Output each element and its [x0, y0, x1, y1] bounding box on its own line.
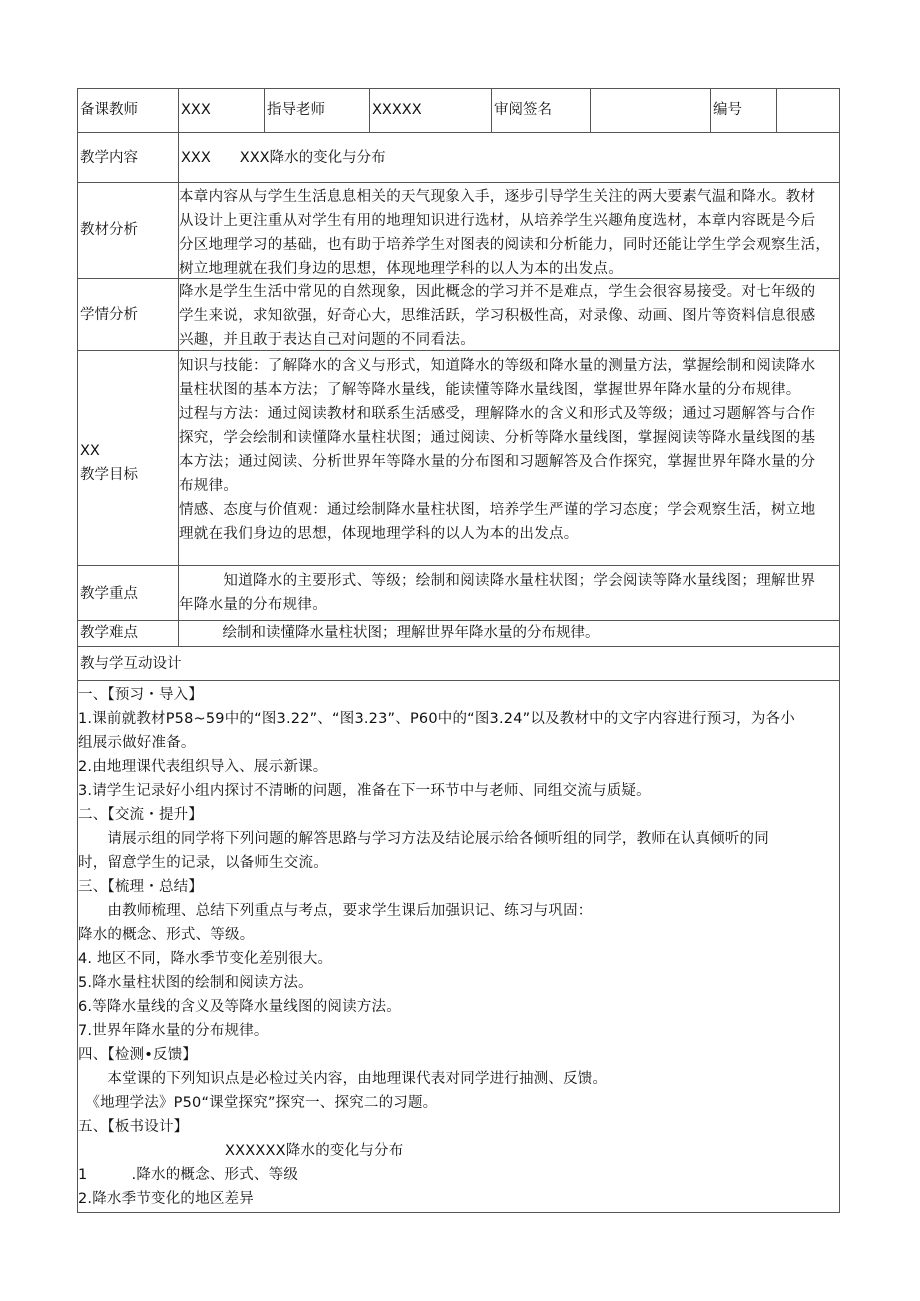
text-line: 降水的概念、形式、等级。 [78, 927, 255, 943]
number-cell [776, 88, 840, 133]
goals-label: 教学目标 [80, 467, 138, 483]
text-line: 《地理学法》P50“课堂探究”探究一、探究二的习题。 [78, 1095, 438, 1111]
teacher-label-cell [77, 88, 179, 133]
text-line: 兴趣，并且敢于表达自己对问题的不同看法。 [179, 332, 475, 348]
goals-label-prefix: XX [80, 443, 100, 459]
goals-label-cell [77, 350, 179, 566]
key-text [179, 569, 815, 617]
number-label: 编号 [713, 102, 742, 118]
text-line: 从设计上更注重从对学生有用的地理知识进行选材，从培养学生兴趣角度选材，本章内容既是今后 [179, 213, 816, 229]
goals-text [179, 354, 815, 546]
review-label: 审阅签名 [494, 102, 552, 118]
number-label-cell [710, 88, 777, 133]
difficulty-label-cell [77, 620, 179, 647]
text-line: 5.降水量柱状图的绘制和阅读方法。 [78, 975, 313, 991]
text-line: 情感、态度与价值观：通过绘制降水量柱状图，培养学生严谨的学习态度；学会观察生活，树立地 [179, 502, 816, 518]
difficulty-cell [178, 620, 840, 647]
text-line: 量柱状图的基本方法；了解等降水量线，能读懂等降水量线图，掌握世界年降水量的分布规律。 [179, 382, 801, 398]
design-cell [77, 680, 840, 1213]
text-line: 知识与技能：了解降水的含义与形式，知道降水的等级和降水量的测量方法，掌握绘制和阅读降水 [179, 358, 816, 374]
text-line: 由教师梳理、总结下列重点与考点，要求学生课后加强识记、练习与巩固： [78, 903, 593, 919]
difficulty-label: 教学难点 [80, 625, 138, 641]
text-line: 6.等降水量线的含义及等降水量线图的阅读方法。 [78, 999, 401, 1015]
text-line: 2.由地理课代表组织导入、展示新课。 [78, 759, 328, 775]
design-title: 教与学互动设计 [80, 656, 182, 672]
text-line: 本章内容从与学生生活息息相关的天气现象入手，逐步引导学生关注的两大要素气温和降水。教材 [179, 189, 816, 205]
text-line: XXXXXX降水的变化与分布 [78, 1143, 404, 1159]
advisor-label: 指导老师 [267, 102, 325, 118]
content-label: 教学内容 [80, 150, 138, 166]
text-line: 探究，学会绘制和读懂降水量柱状图；通过阅读、分析等降水量线图，掌握阅读等降水量线图的基 [179, 430, 816, 446]
text-line: 年降水量的分布规律。 [179, 597, 327, 613]
text-line: 2.降水季节变化的地区差异 [78, 1191, 254, 1207]
text-line: 过程与方法：通过阅读教材和联系生活感受，理解降水的含义和形式及等级；通过习题解答与合作 [179, 406, 816, 422]
text-line: 树立地理就在我们身边的思想，体现地理学科的以人为本的出发点。 [179, 261, 623, 277]
text-line: 二、【交流・提升】 [78, 807, 204, 823]
text-line: 4. 地区不同，降水季节变化差别很大。 [78, 951, 333, 967]
text-line: 1.课前就教材P58~59中的“图3.22”、“图3.23”、P60中的“图3.24”以及教材中的文字内容进行预习，为各小 [78, 711, 795, 727]
advisor-cell [369, 88, 492, 133]
difficulty-text [179, 621, 600, 645]
text-line: 本堂课的下列知识点是必检过关内容，由地理课代表对同学进行抽测、反馈。 [78, 1071, 608, 1087]
text-line: 3.请学生记录好小组内探讨不清晰的问题，准备在下一环节中与老师、同组交流与质疑。 [78, 783, 651, 799]
students-text [179, 280, 815, 351]
material-text [179, 185, 830, 279]
text-line: 分区地理学习的基础，也有助于培养学生对图表的阅读和分析能力，同时还能让学生学会观察生活， [179, 237, 831, 253]
key-label: 教学重点 [80, 586, 138, 602]
design-text [78, 683, 795, 1211]
text-line: 组展示做好准备。 [78, 735, 196, 751]
text-line: 本方法；通过阅读、分析世界年等降水量的分布图和习题解答及合作探究，掌握世界年降水量的分 [179, 454, 816, 470]
advisor-value: XXXXX [372, 102, 422, 118]
text-line: 一、【预习・导入】 [78, 687, 204, 703]
text-line: 绘制和读懂降水量柱状图；理解世界年降水量的分布规律。 [179, 625, 600, 641]
review-cell [590, 88, 711, 133]
students-label-cell [77, 278, 179, 351]
text-line: 1 .降水的概念、形式、等级 [78, 1167, 299, 1183]
text-line: 降水是学生生活中常见的自然现象，因此概念的学习并不是难点，学生会很容易接受。对七年级的 [179, 284, 816, 300]
material-label: 教材分析 [80, 222, 138, 238]
text-line: 知道降水的主要形式、等级；绘制和阅读降水量柱状图；学会阅读等降水量线图；理解世界 [179, 573, 816, 589]
goals-cell [178, 350, 840, 566]
design-title-cell [77, 646, 840, 681]
material-cell [178, 182, 840, 279]
key-label-cell [77, 565, 179, 621]
review-label-cell [491, 88, 591, 133]
advisor-label-cell [264, 88, 370, 133]
text-line: 三、【梳理・总结】 [78, 879, 204, 895]
text-line: 时，留意学生的记录，以备师生交流。 [78, 855, 328, 871]
teacher-cell [178, 88, 265, 133]
teacher-label: 备课教师 [80, 102, 138, 118]
teacher-value: XXX [181, 102, 211, 118]
key-cell [178, 565, 840, 621]
content-label-cell [77, 132, 179, 183]
text-line: 理就在我们身边的思想，体现地理学科的以人为本的出发点。 [179, 526, 579, 542]
text-line: 五、【板书设计】 [78, 1119, 189, 1135]
students-label: 学情分析 [80, 307, 138, 323]
text-line: 请展示组的同学将下列问题的解答思路与学习方法及结论展示给各倾听组的同学，教师在认真倾听的同 [78, 831, 769, 847]
content-value: XXX XXX降水的变化与分布 [181, 150, 386, 166]
text-line: 7.世界年降水量的分布规律。 [78, 1023, 269, 1039]
text-line: 布规律。 [179, 478, 239, 494]
content-cell [178, 132, 840, 183]
material-label-cell [77, 182, 179, 279]
students-cell [178, 278, 840, 351]
text-line: 学生来说，求知欲强，好奇心大，思维活跃，学习积极性高，对录像、动画、图片等资料信息很感 [179, 308, 816, 324]
text-line: 四、【检测•反馈】 [78, 1047, 198, 1063]
